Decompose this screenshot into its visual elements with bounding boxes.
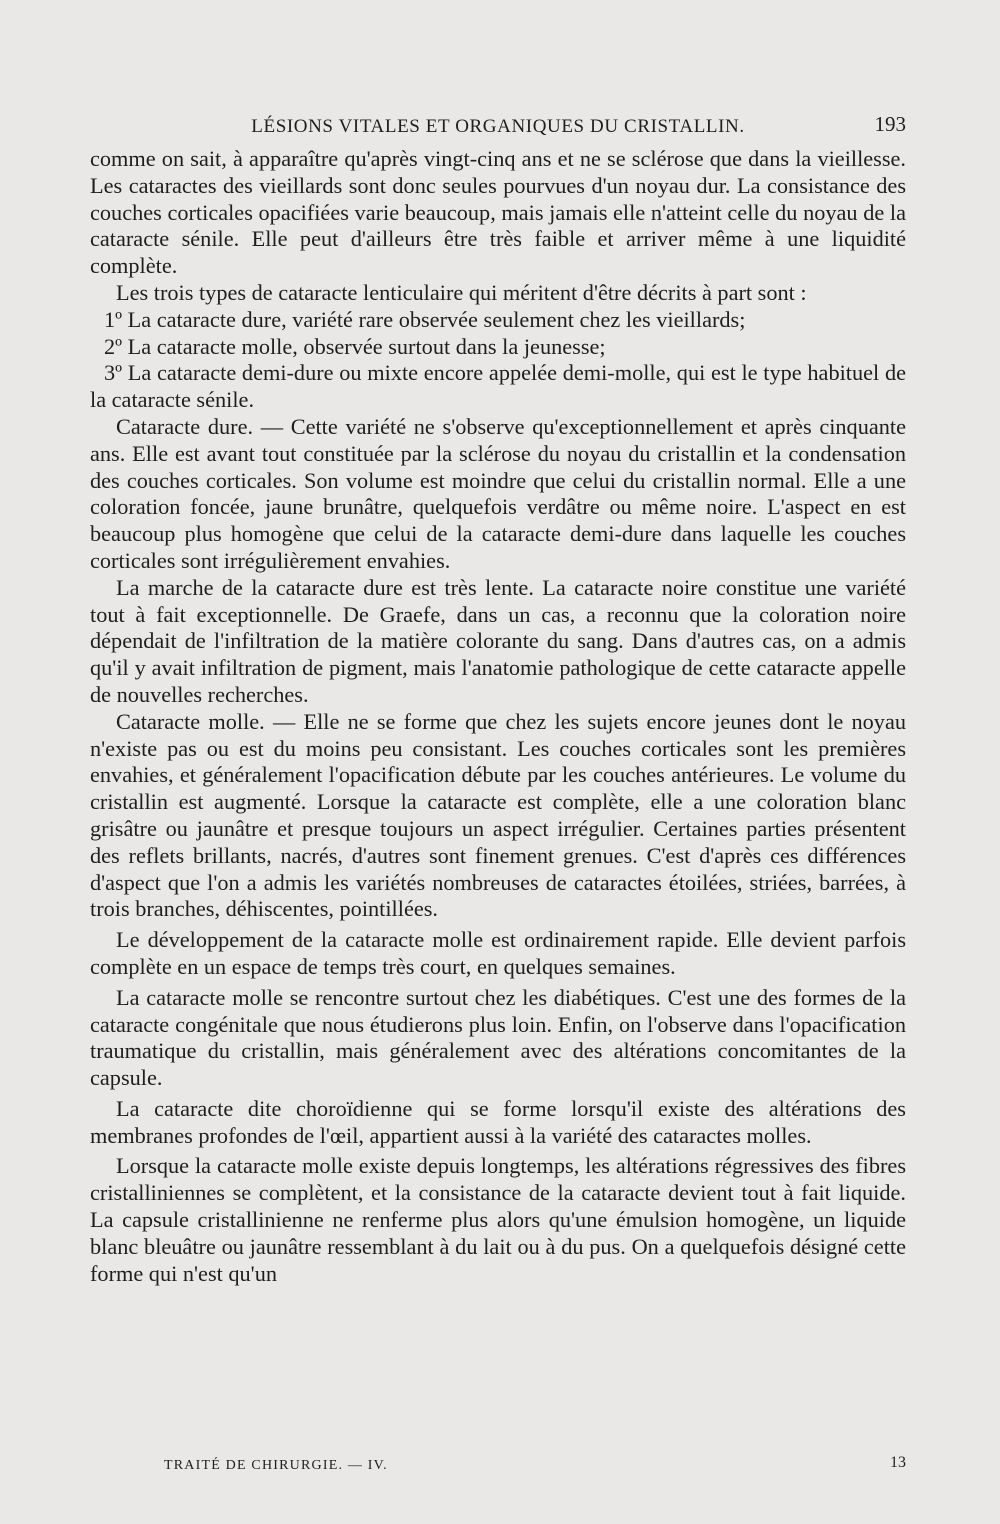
page-number: 193 <box>874 112 906 136</box>
body-text <box>90 146 906 1287</box>
list-item-dure: 1º La cataracte dure, variété rare observée seulement chez les vieillards; <box>104 306 746 332</box>
paragraph-cataracte-molle: Cataracte molle. — Elle ne se forme que chez les sujets encore jeunes dont le noyau n'existe pas ou est du moins peu consistant. Les couches corticales sont les premières envahies, et généralement l'opacification débute par les couches antérieures. Le volume du cristallin est augmenté. Lorsque la cataracte est complète, elle a une coloration blanc grisâtre ou jaunâtre et presque toujours un aspect irrégulier. Certaines parties présentent des reflets brillants, nacrés, d'autres sont finement grenues. C'est d'après ces différences d'aspect que l'on a admis les variétés nombreuses de cataractes étoilées, striées, barrées, à trois branches, déhiscentes, pointillées. <box>90 708 906 922</box>
paragraph-choroidienne: La cataracte dite choroïdienne qui se forme lorsqu'il existe des altérations des membranes profondes de l'œil, appartient aussi à la variété des cataractes molles. <box>90 1095 906 1148</box>
list-item-demi-dure: 3º La cataracte demi-dure ou mixte encore appelée demi-molle, qui est le type habituel de la cataracte sénile. <box>90 360 906 413</box>
paragraph-marche: La marche de la cataracte dure est très lente. La cataracte noire constitue une variété tout à fait exceptionnelle. De Graefe, dans un cas, a reconnu que la coloration noire dépendait de l'infiltration de la matière colorante du sang. Dans d'autres cas, on a admis qu'il y avait infiltration de pigment, mais l'anatomie pathologique de cette cataracte appelle de nouvelles recherches. <box>90 574 906 707</box>
paragraph-continuation: comme on sait, à apparaître qu'après vingt-cinq ans et ne se sclérose que dans la vieillesse. Les cataractes des vieillards sont donc seules pourvues d'un noyau dur. La consistance des couches corticales opacifiées varie beaucoup, mais jamais elle n'atteint celle du noyau de la cataracte sénile. Elle peut d'ailleurs être très faible et arriver même à une liquidité complète. <box>90 146 906 279</box>
list-item-molle: 2º La cataracte molle, observée surtout dans la jeunesse; <box>104 333 606 359</box>
paragraph-diabetiques: La cataracte molle se rencontre surtout chez les diabétiques. C'est une des formes de la cataracte congénitale que nous étudierons plus loin. Enfin, on l'observe dans l'opacification traumatique du cristallin, mais généralement avec des altérations concomitantes de la capsule. <box>90 984 906 1091</box>
paragraph-types-intro: Les trois types de cataracte lenticulaire qui méritent d'être décrits à part sont : <box>116 279 807 305</box>
footer-book-title: TRAITÉ DE CHIRURGIE. — IV. <box>164 1458 388 1473</box>
signature-mark: 13 <box>890 1454 906 1471</box>
running-title: LÉSIONS VITALES ET ORGANIQUES DU CRISTALLIN. <box>251 116 745 137</box>
running-head <box>90 112 906 142</box>
paragraph-cataracte-dure: Cataracte dure. — Cette variété ne s'observe qu'exceptionnellement et après cinquante ans. Elle est avant tout constituée par la sclérose du noyau du cristallin et la condensation des couches corticales. Son volume est moindre que celui du cristallin normal. Elle a une coloration foncée, jaune brunâtre, quelquefois verdâtre ou même noire. L'aspect en est beaucoup plus homogène que celui de la cataracte demi-dure dans laquelle les couches corticales sont irrégulièrement envahies. <box>90 413 906 573</box>
page-footer <box>90 1454 906 1494</box>
paragraph-developpement: Le développement de la cataracte molle est ordinairement rapide. Elle devient parfois complète en un espace de temps très court, en quelques semaines. <box>90 927 906 979</box>
paragraph-liquide: Lorsque la cataracte molle existe depuis longtemps, les altérations régressives des fibres cristalliniennes se complètent, et la consistance de la cataracte devient tout à fait liquide. La capsule cristallinienne ne renferme plus alors qu'une émulsion homogène, un liquide blanc bleuâtre ou jaunâtre ressemblant à du lait ou à du pus. On a quelquefois désigné cette forme qui n'est qu'un <box>90 1153 906 1286</box>
